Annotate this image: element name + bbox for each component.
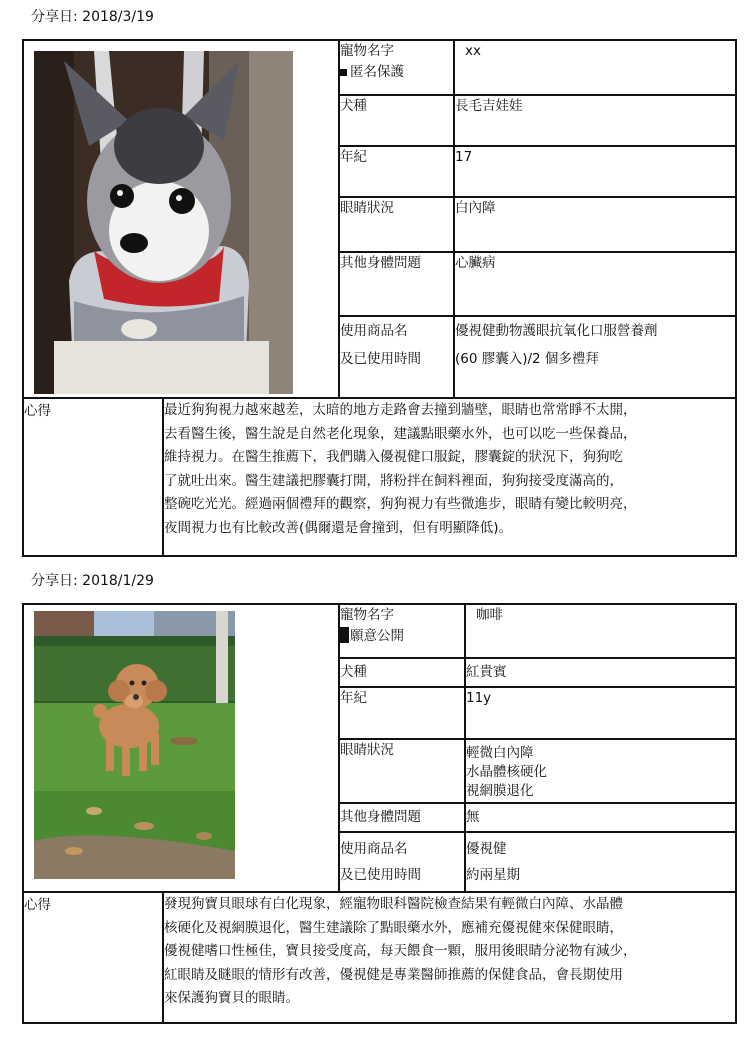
note-line: 紅眼睛及瞇眼的情形有改善，優視健是專業醫師推薦的保健食品，會長期使用: [164, 966, 623, 983]
pet-name-label-cell: [339, 40, 454, 95]
note-line: 維持視力。在醫生推薦下，我們購入優視健口服錠，膠囊錠的狀況下，狗狗吃: [164, 449, 623, 465]
pet-photo-cell: [23, 40, 339, 398]
privacy-option: 匿名保護: [350, 64, 404, 80]
checkbox-filled-icon[interactable]: [340, 627, 349, 643]
pet-name-label: 寵物名字: [340, 43, 394, 59]
note-line: 發現狗寶貝眼球有白化現象，經寵物眼科醫院檢查結果有輕微白內障、水晶體: [164, 896, 623, 912]
product-label-line: 使用商品名: [340, 841, 408, 857]
breed-value: 紅貴賓: [465, 658, 736, 687]
pet-name-value: xx: [454, 40, 736, 95]
pet-name-label: 寵物名字: [340, 607, 394, 623]
eye-condition-label: 眼睛狀況: [339, 197, 454, 252]
note-line: 去看醫生後，醫生說是自然老化現象，建議點眼藥水外，也可以吃一些保養品，: [164, 425, 637, 442]
share-date: 分享日: 2018/3/19: [31, 9, 154, 25]
eye-condition-line: 視網膜退化: [466, 783, 534, 799]
breed-value: 長毛吉娃娃: [454, 95, 736, 146]
checkbox-checked-icon[interactable]: [340, 69, 347, 76]
product-line: 優視健動物護眼抗氧化口服營養劑: [455, 323, 658, 339]
pet-photo-chihuahua: [34, 51, 293, 394]
eye-condition-line: 水晶體核硬化: [466, 764, 547, 780]
note-label: 心得: [23, 398, 163, 556]
note-line: 核硬化及視網膜退化，醫生建議除了點眼藥水外，應補充優視健來保健眼睛，: [164, 919, 623, 936]
note-line: 來保護狗寶貝的眼睛。: [164, 990, 299, 1006]
breed-label: 犬種: [339, 95, 454, 146]
eye-condition-value: [465, 739, 736, 803]
product-value: [465, 832, 736, 892]
note-text: [163, 398, 736, 556]
product-value: [454, 316, 736, 398]
eye-condition-value: [454, 197, 736, 252]
note-line: 夜間視力也有比較改善(偶爾還是會撞到，但有明顯降低)。: [164, 519, 513, 536]
pet-photo-cell: [23, 604, 339, 892]
product-label-cell: [339, 832, 465, 892]
product-label-line: 及已使用時間: [340, 351, 421, 367]
pet-record-table: [22, 39, 737, 557]
age-label: 年紀: [339, 146, 454, 197]
health-issues-label: 其他身體問題: [339, 252, 454, 316]
share-date: 分享日: 2018/1/29: [31, 573, 154, 589]
pet-name-value: 咖啡: [465, 604, 736, 658]
eye-condition-line: 白內障: [455, 200, 496, 216]
product-line: (60 膠囊入)/2 個多禮拜: [455, 351, 599, 367]
product-label-line: 使用商品名: [340, 323, 408, 339]
health-issues-value: 無: [465, 803, 736, 832]
privacy-option: 願意公開: [350, 628, 404, 644]
breed-label: 犬種: [339, 658, 465, 687]
age-label: 年紀: [339, 687, 465, 739]
pet-name-label-cell: [339, 604, 465, 658]
product-line: 約兩星期: [466, 867, 520, 883]
product-label-cell: [339, 316, 454, 398]
note-line: 優視健嗜口性極佳，寶貝接受度高，每天餵食一顆，服用後眼睛分泌物有減少，: [164, 943, 637, 959]
note-line: 最近狗狗視力越來越差，太暗的地方走路會去撞到牆壁，眼睛也常常睜不太開，: [164, 402, 637, 418]
note-text: [163, 892, 736, 1023]
age-value: 17: [454, 146, 736, 197]
eye-condition-label: 眼睛狀況: [339, 739, 465, 803]
product-line: 優視健: [466, 841, 507, 857]
product-label-line: 及已使用時間: [340, 867, 421, 883]
pet-record-table: [22, 603, 737, 1024]
eye-condition-line: 輕微白內障: [466, 745, 534, 761]
note-line: 整碗吃光光。經過兩個禮拜的觀察，狗狗視力有些微進步，眼睛有變比較明亮，: [164, 496, 637, 512]
age-value: 11y: [465, 687, 736, 739]
note-line: 了就吐出來。醫生建議把膠囊打開，將粉拌在飼料裡面，狗狗接受度滿高的，: [164, 472, 623, 489]
health-issues-label: 其他身體問題: [339, 803, 465, 832]
note-label: 心得: [23, 892, 163, 1023]
health-issues-value: 心臟病: [454, 252, 736, 316]
pet-photo-poodle: [34, 611, 235, 879]
